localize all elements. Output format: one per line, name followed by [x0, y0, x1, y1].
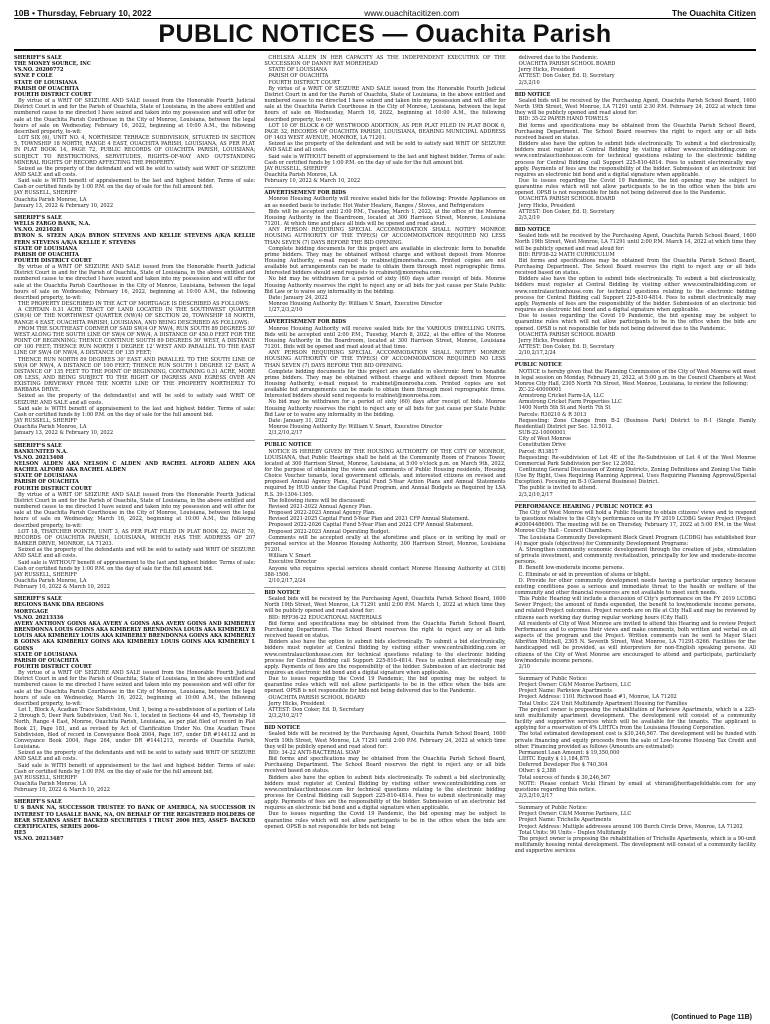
- notice-paragraph: LOT 10 OF BLOCK 6 OF WESTWOOD ADDITION, AS PER PLAT FILED IN PLAT BOOK 6, PAGE 32, RECORDS OF OUACHITA PARISH, LOUISIANA, BEARING MUNICIPAL ADDRESS OF 1403 WEST AVENUE, MONROE, LA 71201.: [264, 122, 506, 142]
- notice-paragraph: Other: $ 2,388: [518, 768, 557, 775]
- notice-paragraph: THENCE RUN NORTH 89 DEGREES 30' EAST AND PARALLEL TO THE SOUTH LINE OF SW/4 OF NW/4, A DISTANCE OF 100 FEET; THENCE RUN SOUTH 1 DEGREE 12' EAST, A DISTANCE OF 135 FEET TO THE POINT OF BEGINNING, CONTAINING 0.31 ACRE, MORE OR LESS, AND BEING SUBJECT TO THE RIGHT OF INGRESS AND EGRESS OVER AN EXISTING DRIVEWAY FROM THE NORTH LINE OF THE PROPERTY NORTHERLY TO BARBARA DRIVE.: [14, 356, 256, 394]
- notice-paragraph: ZC-22-40000001: [518, 386, 562, 393]
- notice-heading-line: NELSON ALDEN AKA NELSON C ALDEN AND RACHEL ALFORD ALDEN AKA RACHEL ALFORD AKA RACHEL ALDEN: [14, 461, 256, 474]
- notice-paragraph: BID: RFP38-22 MATH CURRICULUM: [518, 251, 615, 258]
- notice-paragraph: Said sale is WITH benefit of appraisement to the last and highest bidder. Terms of sale: Cash or certified funds by 1:00 P.M. on the day of sale for the full amount bid.: [14, 405, 256, 418]
- legal-notice: [515, 89, 756, 221]
- notice-paragraph: BID: RFP36-22 EDUCATIONAL MATERIALS: [268, 614, 382, 621]
- notice-paragraph: Project Address: 1101 Richwood Road #1, Monroe, LA 71202: [518, 694, 677, 701]
- notice-paragraph: NOTE: Please contact Vicki Hirani by email at vhirani@heritagefoldable.com for any questions regarding this notice.: [514, 780, 756, 793]
- notice-paragraph: The following items will be discussed:: [268, 497, 366, 504]
- notice-paragraph: PARISH OF OUACHITA: [268, 73, 329, 80]
- notice-paragraph: 2/10,2/17,2/24: [268, 577, 306, 584]
- notice-heading-line: SHERIFF'S SALE: [14, 55, 62, 61]
- notice-paragraph: Sealed bids will be received by the Purchasing Agent, Ouachita Parish School Board, 1600 North 19th Street, West Monroe, LA 71291 until 2:00 P.M. March 1, 2022 at which time they will be publicly opened and read aloud for:: [264, 596, 506, 615]
- notice-paragraph: OUACHITA PARISH SCHOOL BOARD: [268, 694, 366, 701]
- notice-signature-line: February 10, 2022 & March 10, 2022: [14, 787, 110, 794]
- notice-paragraph: The project owner is proposing the rehabilitation of Trichelle Apartments, which is a 90-unit multifamily housing rental development. The development will consist of a community facility and supportive services: [514, 835, 756, 855]
- notice-paragraph: By virtue of a WRIT OF SEIZURE AND SALE issued from the Honorable Fourth Judicial District Court in and for the Parish of Ouachita, State of Louisiana, in the above entitled and numbered cause to me directed I have seized and taken into my possession and will offer for sale at the Ouachita Parish Courthouse in the City of Monroe, Louisiana, between the legal hours of sale on Wednesday, February 16, 2022, beginning at 10:00 A.M., the following described property, to-wit:: [14, 98, 256, 135]
- notice-heading-line: BID NOTICE: [264, 725, 301, 732]
- notice-paragraph: Complete bidding documents for this project are available in electronic form to bonafide prime bidders. They may be obtained without charge and without deposit from Monroe Housing Authority, e-mail request to rcabinet@monroeha.com. Printed copies are not available but arrangements can be made to obtain them through most reprographic firms. Interested bidders should send requests to rcabinet@monroeha.com.: [264, 368, 506, 400]
- notice-paragraph: Date: January 31, 2022: [268, 417, 328, 424]
- notice-paragraph: BID: 35-22 PAPER HAND TOWELS: [518, 116, 609, 123]
- notice-paragraph: Sealed bids will be received by the Purchasing Agent, Ouachita Parish School Board, 1600 North 19th Street, West Monroe, LA 71291 until 2:00 P.M. February 24, 2022 at which time they will be publicly opened and read aloud for:: [264, 731, 506, 750]
- notice-paragraph: Complete bidding documents for this project are available in electronic form to bonafide prime bidders. They may be obtained without charge and without deposit from Monroe Housing Authority, e-mail request to rcabinet@monroeha.com. Printed copies are not available but arrangements can be made to obtain them through most reprographic firms. Interested bidders should send requests to rcabinet@monroeha.com.: [264, 245, 506, 277]
- notice-paragraph: Parcel: R13817: [518, 448, 558, 455]
- notice-paragraph: C. Eliminate or aid in prevention of slums or blight.: [518, 571, 651, 578]
- notice-signature-line: January 13, 2022 & February 10, 2022: [14, 430, 114, 437]
- notice-paragraph: Project Address: Multiple addresses around 106 Burch Circle Drive, Monroe, LA 71202: [518, 823, 743, 830]
- notice-heading-line: HE5: [14, 830, 27, 837]
- notice-paragraph: Bidders also have the option to submit bids electronically. To submit a bid electronically, bidders must register at Central Bidding by visiting either www.centralbidding.com or www.centralauctionhouse.com for technical questions relating to the electronic bidding process for Central Bidding call Support 225-810-4814. Fees to submit electronically may apply. Payments of fees are the responsibility of the bidder. Submission of an electronic bid requires an electronic bid bond and a digital signature when applicable.: [264, 639, 506, 676]
- notice-paragraph: Requesting: Re-subdivision of Lot 4E of the Re-Subdivision of Lot 4 of the West Monroe Commercial Park Subdivision per Sec 12.2002.: [514, 454, 756, 467]
- notice-paragraph: By virtue of a WRIT OF SEIZURE AND SALE issued from the Honorable Fourth Judicial District Court in and for the Parish of Ouachita, State of Louisiana, in the above entitled and numbered cause to me directed I have seized and taken into my possession and will offer for sale at the Ouachita Parish Courthouse in the City of Monroe, Louisiana, between the legal hours of sale on Wednesday, March 16, 2022, beginning at 10:00 A.M., the following described property, to-wit:: [14, 491, 256, 529]
- notice-paragraph: NOTICE IS HEREBY GIVEN BY THE HOUSING AUTHORITY OF THE CITY OF MONROE, LOUISIANA, that Public Hearings shall be held at the Community Room of Frances Tower, located at 300 Harrison Street, Monroe, Louisiana, at 5:00 o'clock p.m. on March 9th, 2022, for the purpose of obtaining the views and comments of Public Housing residents, Housing Choice Voucher tenants, local government officials, and interested citizens on revised and proposed Annual Agency Plans, Capital Fund 5-Year Action Plans and Annual Statements required by HUD under the Capital Fund Program, and Annual Budgets as Required by LSA R.S. 39-1304-1305.: [264, 448, 506, 498]
- notice-paragraph: Summary of Public Notice:: [518, 676, 588, 682]
- notice-paragraph: This Public Hearing will include a discussion of City's performance on the FY 2019 LCDBG Sewer Project; the amount of funds expended, the benefit to low/moderate income persons, and related Project outcomes. Project records are on file at City Hall and may be reviewed by citizens each working day during regular working hours (City Hall).: [514, 596, 756, 621]
- notice-paragraph: Constitution Drive: [518, 442, 566, 449]
- notice-paragraph: Project Owner: C&M Monroe Partners, LLC: [518, 811, 632, 818]
- notice-paragraph: Said sale is WITHOUT benefit of appraisement to the last and highest bidder. Terms of sale: Cash or certified funds by 1:00 P.M. on the day of sale for the full amount bid.: [14, 559, 256, 572]
- notice-heading-line: PARISH OF OUACHITA: [14, 251, 79, 258]
- notice-paragraph: FROM THE SOUTHEAST CORNER OF SAID SW/4 OF NW/4, RUN SOUTH 89 DEGREES 30' WEST ALONG THE SOUTH LINE OF SW/4 OF NW/4, A DISTANCE OF 450.0 FEET FOR THE POINT OF BEGINNING; THENCE CONTINUE SOUTH 89 DEGREES 30' WEST, A DISTANCE OF 100 FEET; THENCE RUN NORTH 1 DEGREE 12' WEST AND PARALLEL TO THE EAST LINE OF SW/4 OF NW/4, A DISTANCE OF 135 FEET;: [14, 325, 256, 357]
- notice-paragraph: City of West Monroe: [518, 436, 572, 443]
- notice-signature-line: February 10, 2022 & March 10, 2022: [264, 178, 361, 185]
- legal-notice: [264, 722, 505, 830]
- notice-heading-line: PUBLIC NOTICE: [514, 362, 562, 369]
- legal-notice: [515, 802, 756, 854]
- notice-paragraph: Due to issues regarding the Covid 19 Pandemic, the bid opening may be subject to quarantine rules which will not allow participants to be in the office when the bids are opened. OPSB is not responsible for bids not being delivered due to the Pandemic.: [514, 313, 756, 332]
- notice-signature-line: JAY RUSSELL, SHERIFF: [14, 774, 78, 781]
- legal-notice: [14, 593, 255, 793]
- notice-signature-line: February 10, 2022 & March 10, 2022: [14, 584, 110, 591]
- notice-paragraph: Monroe Housing Authority By: William V. Smart, Executive Director: [268, 424, 443, 431]
- site-url: www.ouachitacitizen.com: [364, 8, 460, 18]
- notice-paragraph: Total sources of funds $ 30,246,567: [518, 774, 611, 781]
- notice-paragraph: Requesting: Zone Change from B-2 (Business Park) District to R-1 (Single Family Residential) District per Sec. 12.5012.: [514, 417, 756, 430]
- notice-paragraph: Armstrong Cricket Farm-LA, LLC: [518, 393, 604, 400]
- notice-paragraph: Continuing General Discussion of Zoning Districts, Zoning Definitions and Zoning Use Table (Use By Right, Uses Requiring Planning Approval, Uses Requiring Planning Approval/Special Exception). Focusing on B-3 (General Business) District.: [514, 467, 756, 486]
- legal-notice: [14, 440, 255, 591]
- notice-signature-line: Ouachita Parish Monroe, LA: [14, 424, 87, 431]
- notice-paragraph: Seized as the property of the defendant(s) and will be sold to satisfy said WRIT OF SEIZURE AND SALE and all costs.: [14, 393, 256, 406]
- notice-signature-line: JAY RUSSELL, SHERIFF: [14, 571, 78, 578]
- notice-heading-line: PARISH OF OUACHITA: [14, 479, 79, 486]
- notice-heading-line: VS.NO. 20213408: [14, 454, 64, 461]
- notice-paragraph: LOT SIX (6), UNIT NO. 4, NORTHSIDE TERRACE SUBDIVISION, SITUATED IN SECTION 5, TOWNSHIP 18 NORTH, RANGE 4 EAST, OUACHITA PARISH, LOUISIANA, AS PER PLAT IN PLAT BOOK 14, PAGE 72, PUBLIC RECORDS OF OUACHITA PARISH, LOUISIANA; SUBJECT TO RESTRICTIONS, SERVITUDES, RIGHTS-OF-WAY AND OUTSTANDING MINERAL RIGHTS OF RECORD AFFECTING THE PROPERTY.: [14, 135, 256, 166]
- notice-paragraph: Bid forms and specifications may be obtained from the Ouachita Parish School Board, Purchasing Department. The School Board reserves the right to reject any or all bids received based on status.: [514, 257, 756, 277]
- notice-heading-line: SHERIFF'S SALE: [14, 214, 62, 221]
- notice-paragraph: The total estimated development cost is $30,246,567. The development will be funded with private financing and equity proceeds from the sale of Low-Income Housing Tax Credit and other. Financing provided as follows (Amounts are estimated):: [514, 731, 756, 750]
- notice-heading-line: STATE OF LOUISIANA: [14, 473, 78, 480]
- notice-paragraph: Project Name: Trichelle Apartments: [518, 817, 612, 824]
- notice-paragraph: 2/3,2/10,2/17: [268, 713, 303, 720]
- section-title: PUBLIC NOTICES — Ouachita Parish: [14, 19, 756, 51]
- notice-paragraph: The public is invited to attend.: [518, 485, 598, 492]
- notice-heading-line: WELLS FARGO BANK, N.A.: [14, 221, 91, 228]
- notice-paragraph: Date: January 24, 2022: [268, 294, 328, 301]
- notice-paragraph: Bidders also have the option to submit bids electronically. To submit a bid electronically, bidders must register at Central Bidding by visiting either www.centralbidding.com or www.centralauctionhouse.com for technical questions relating to the electronic bidding process for Central Bidding call Support 225-810-4814. Fees to submit electronically may apply. Payments of fees are the responsibility of the bidder. Submission of an electronic bid requires an electronic bid bond and a digital signature when applicable.: [514, 276, 756, 314]
- legal-notice: [264, 187, 505, 313]
- notice-paragraph: Seized as the property of the defendant and will be sold to satisfy said WRIT OF SEIZURE AND SALE and all costs.: [264, 141, 506, 154]
- legal-notice: [264, 587, 505, 719]
- notice-paragraph: Armstrong Cricket Farm Properties LLC: [518, 399, 622, 406]
- notice-heading-line: SHERIFF'S SALE: [14, 799, 62, 806]
- paper-name: The Ouachita Citizen: [671, 8, 756, 18]
- notice-paragraph: Bids will be accepted until 2:00 P.M., Tuesday, March 1, 2022, at the office of the Monroe Housing Authority in the Boardroom, located at 300 Harrison Street, Monroe, Louisiana 71201. At which time and place all bids will be opened and read aloud.: [264, 208, 506, 228]
- notice-heading-line: SYNE F COLE: [14, 73, 53, 80]
- notice-paragraph: Seized as the property of the defendant and will be sold to satisfy said WRIT OF SEIZURE AND SALE and all costs.: [14, 165, 256, 178]
- notice-paragraph: SUB-22-10000001: [518, 430, 566, 437]
- notice-paragraph: A. Strengthen community economic development through the creation of jobs, stimulation of private investment, and community revitalization, principally for low and moderate-income persons.: [514, 546, 756, 566]
- notice-paragraph: Jerry Hicks, President: [518, 202, 576, 209]
- notice-paragraph: Revised 2021-2022 Annual Agency Plan.: [268, 503, 372, 510]
- notice-paragraph: By virtue of a WRIT OF SEIZURE AND SALE issued from the Honorable Fourth Judicial District Court in and for the Parish of Ouachita, State of Louisiana, in the above entitled and numbered cause to me directed I have seized and taken into my possession and will offer for sale at the Ouachita Parish Courthouse in the City of Monroe, Louisiana, between the legal hours of sale on Wednesday, March 16, 2022, beginning at 10:00 A.M., the following described property, to-wit:: [264, 85, 506, 123]
- notice-signature-line: Ouachita Parish Monroe, LA: [14, 577, 87, 584]
- notice-heading-line: VS.NO. 20200772: [14, 67, 64, 74]
- notice-paragraph: Monroe Housing Authority will receive sealed bids for the following: Provide Appliances on an as needed basis to include: Hot Water Heaters, Ranges / Stoves, and Refrigerators: [264, 196, 506, 209]
- notice-signature-line: JAY RUSSELL, SHERIFF: [14, 418, 78, 425]
- notice-paragraph: CHELSEA ALLEN IN HER CAPACITY AS THE INDEPENDENT EXECUTRIX OF THE SUCCESSION OF DANNY RAY MOREHEAD: [264, 55, 506, 68]
- notice-paragraph: Seized as the property of the defendants and will be sold to satisfy said WRIT OF SEIZURE AND SALE and all costs.: [14, 750, 256, 763]
- notice-paragraph: 2/3,2/10: [518, 79, 540, 86]
- column-1: [14, 55, 255, 1013]
- notice-paragraph: ATTEST: Don Coker, Ed. D, Secretary: [518, 73, 615, 80]
- notice-paragraph: 2/10: [518, 663, 530, 670]
- notice-paragraph: Bid forms and specifications may be obtained from the Ouachita Parish School Board, Purchasing Department. The School Board reserves the right to reject any or all bids received based on status.: [514, 122, 756, 141]
- notice-paragraph: Bidders also have the option to submit bids electronically. To submit a bid electronically, bidders must register at Central Bidding by visiting either www.centralbidding.com or www.centralauctionhouse.com for technical questions relating to the electronic bidding process for Central Bidding call Support 225-810-4814. Fees to submit electronically may apply. Payments of fees are the responsibility of the bidder. Submission of an electronic bid requires an electronic bid bond and a digital signature when applicable.: [514, 141, 756, 178]
- notice-paragraph: All residents of City of West Monroe are invited to attend this Hearing and to review Project Performance and to express their views and make comments, both written and verbal on all aspects of the program and the Project. Written comments can be sent to Mayor Staci Albritton Mitchell, 2305 N. Seventh Street, West Monroe, LA 71291-5266. Facilities for the handicapped will be provided, as will interpreters for non-English speaking persons. All citizens of the City of West Monroe are encouraged to attend and participate, particularly low/moderate income persons.: [514, 620, 756, 664]
- notice-heading-line: U S BANK NA, SUCCESSOR TRUSTEE TO BANK OF AMERICA, NA SUCCESSOR IN INTEREST TO LASALLE BANK, NA, ON BEHALF OF THE REGISTERED HOLDERS OF BEAR STEARNS ASSET BACKED SECURITIES I TRUST 2006 HE5, ASSET- BACKED CERTIFICATES, SERIES 2006-: [14, 805, 256, 830]
- notice-heading-line: STATE OF LOUISIANA: [14, 651, 78, 658]
- legal-notice: [515, 501, 756, 670]
- notice-paragraph: B. Benefit low-moderate income persons.: [518, 565, 625, 572]
- notice-paragraph: Seized as the property of the defendants and will be sold to satisfy said WRIT OF SEIZURE AND SALE and all costs.: [14, 547, 256, 560]
- notice-paragraph: Executive Director: [268, 559, 317, 566]
- notice-heading-line: SHERIFF'S SALE: [14, 442, 62, 449]
- notice-heading-line: STATE OF LOUISIANA: [14, 79, 78, 86]
- notice-paragraph: The project owner is proposing the rehabilitation of Parkview Apartments, which is a 225-unit multifamily apartment development. The development will consist of a community facility and supportive services which will be available for the tenants. The applicant is applying for a reservation of 4% LIHTCs from the Louisiana Housing Corporation.: [514, 706, 756, 732]
- notice-paragraph: Due to issues regarding the Covid 19 Pandemic, the bid opening may be subject to quarantine rules which will not allow participants to be in the office when the bids are opened. OPSB is not responsible for bids not being delivered due to the Pandemic.: [514, 177, 756, 197]
- notice-heading-line: BID NOTICE: [264, 589, 301, 596]
- notice-heading-line: BID NOTICE: [514, 91, 551, 98]
- notice-signature-line: Ouachita Parish Monroe, LA: [264, 171, 337, 178]
- notice-heading-line: SHERIFF'S SALE: [14, 596, 62, 603]
- continued-note: (Continued to Page 11B): [671, 1014, 752, 1021]
- notice-paragraph: NOTICE is hereby given that the Planning Commission of the City of West Monroe will meet in legal session on Monday, February 21, 2022, at 5:00 p.m. in the Council Chambers at West Monroe City Hall, 2305 North 7th Street, West Monroe, Louisiana, to review the following:: [514, 368, 756, 387]
- legal-notice: [515, 224, 756, 356]
- notice-paragraph: D. Provide for other community development needs having a particular urgency because existing conditions pose a serious and immediate threat to the health or welfare of the community and other financial resources are not available to meet such needs.: [514, 577, 756, 596]
- notice-heading-line: FOURTH DISTRICT COURT: [14, 258, 92, 264]
- notice-heading-line: PARISH OF OUACHITA: [14, 657, 79, 664]
- page-date: 10B • Thursday, February 10, 2022: [14, 8, 152, 18]
- notice-paragraph: William V. Smart: [268, 553, 311, 560]
- notice-paragraph: 2/3,2/10,2/17: [518, 491, 553, 498]
- notice-paragraph: No bid may be withdrawn for a period of sixty (60) days after receipt of bids. Monroe Housing Authority reserves the right to reject any or all bids for just cause per State Public Bid Law or to waive any informality in the bidding.: [264, 276, 506, 295]
- notice-paragraph: Said sale is WITHOUT benefit of appraisement to the last and highest bidder. Terms of sale: Cash or certified funds by 1:00 P.M. on the day of sale for the full amount bid.: [264, 153, 506, 166]
- notice-paragraph: STATE OF LOUISIANA: [268, 67, 328, 74]
- notice-paragraph: 2/3,2/10,2/17: [518, 792, 553, 799]
- notice-paragraph: Project Owner: C&M Monroe Partners, LLC: [518, 682, 632, 689]
- notice-paragraph: The City of West Monroe will hold a Public Hearing to obtain citizens' views and to respond to questions relative to the City's performance on its FY 2019 LCDBG Sewer Project (Project #2000448690). The meeting will be on Thursday, February 17, 2022 at 5:00 P.M. in the West Monroe City Hall - Council Chambers.: [514, 509, 756, 535]
- notice-heading-line: STATE OF LOUISIANA: [14, 245, 78, 252]
- notice-paragraph: Bidders also have the option to submit bids electronically. To submit a bid electronically, bidders must register at Central Bidding by visiting either www.centralbidding.com or www.centralauctionhouse.com for technical questions relating to the electronic bidding process for Central Bidding call Support 225-810-4814. Fees to submit electronically may apply. Payments of fees are the responsibility of the bidder. Submission of an electronic bid requires an electronic bid bond and a digital signature when applicable.: [264, 774, 506, 812]
- notice-heading-line: FOURTH DISTRICT COURT: [14, 91, 92, 98]
- notice-paragraph: Due to issues regarding the Covid 19 Pandemic, the bid opening may be subject to quarantine rules which will not allow participants to be in the office when the bids are opened. OPSB is not responsible for bids not being: [264, 811, 506, 830]
- notice-paragraph: By virtue of a WRIT OF SEIZURE AND SALE issued from the Honorable Fourth Judicial District Court in and for the Parish of Ouachita, State of Louisiana, in the above entitled and numbered cause to me directed I have seized and taken into my possession and will offer for sale at the Ouachita Parish Courthouse in the City of Monroe, Louisiana, between the legal hours of sale on Wednesday, February 16, 2022, beginning at 10:00 A.M., the following described property, to-wit:: [14, 264, 256, 301]
- notice-paragraph: Jerry Hicks, President: [268, 700, 325, 707]
- notice-heading-line: VS.NO. 20213336: [14, 614, 64, 621]
- notice-paragraph: Jerry Hicks, President: [518, 337, 576, 344]
- notice-paragraph: BID: 34-22 ANTI-BACTERIAL SOAP: [268, 749, 360, 756]
- notice-paragraph: Proposed 2022-2023 Annual Agency Plan.: [268, 510, 376, 517]
- notice-paragraph: 2/10,2/17,2/24: [518, 350, 556, 357]
- notice-heading-line: BANKUNITED N.A.: [14, 448, 68, 455]
- notice-heading-line: BID NOTICE: [514, 227, 551, 234]
- notice-heading-line: VS.NO. 20213487: [14, 836, 64, 843]
- notice-heading-line: REGIONS BANK DBA REGIONS: [14, 602, 104, 609]
- notice-paragraph: OUACHITA PARISH SCHOOL BOARD: [518, 196, 616, 203]
- notice-paragraph: OUACHITA PARISH SCHOOL BOARD: [518, 61, 616, 68]
- notice-columns: [14, 55, 756, 1013]
- column-2: [264, 55, 505, 1013]
- notice-signature-line: January 13, 2022 & February 10, 2022: [14, 202, 114, 209]
- notice-heading-line: ADVERTISEMENT FOR BIDS: [264, 190, 347, 197]
- column-3: [515, 55, 756, 1013]
- notice-paragraph: Total Units: 90 Units – Duplex Multifamily: [518, 829, 627, 836]
- notice-paragraph: No bid may be withdrawn for a period of sixty (60) days after receipt of bids. Monroe Housing Authority reserves the right to reject any or all bids for just cause per State Public Bid Law or to waive any informality in the bidding.: [264, 399, 506, 418]
- notice-signature-line: JAY RUSSELL, SHERIFF: [14, 190, 78, 197]
- notice-heading-line: AVERY ANTHONY GOINS AKA AVERY A GOINS AKA AVERY GOINS AND KIMBERLY BRENDONNA LOUIS GOINS AKA KIMBERLY BRENDONNA LOUIS AKA KIMBERLY B LOUIS AKA KIMBERLY LOUIS AKA KIMBERLY BRENDONNA GOINS AKA KIMBERLY B GOINS AKA KIMBERLY GOINS AKA KIMBERLY LOUIS GOINS AKA KIMBERLY L GOINS: [14, 620, 256, 652]
- notice-paragraph: LOT 18, THATCHER POINTE, UNIT 3, AS PER PLAT FILED IN PLAT BOOK 22, PAGE 70, RECORDS OF OUACHITA PARISH, LOUISIANA, WHICH HAS THE ADDRESS OF 207 BARKER DRIVE, MONROE, LA 71203.: [14, 528, 256, 548]
- notice-paragraph: Monroe Housing Authority By: William V. Smart, Executive Director: [268, 301, 443, 308]
- notice-paragraph: 2/3,2/10,2/17: [268, 430, 303, 437]
- notice-paragraph: LIHTC Equity $ 11,184,875: [518, 756, 590, 763]
- notice-paragraph: Due to issues regarding the Covid 19 Pandemic, the bid opening may be subject to quarantine rules which will not allow participants to be in the office when the bids are opened. OPSB is not responsible for bids not being delivered due to the Pandemic.: [264, 676, 506, 695]
- notice-paragraph: ANY PERSON REQUIRING SPECIAL ACCOMMODATION SHALL NOTIFY MONROE HOUSING AUTHORITY OF THE TYPE(S) OF ACCOMMODATION REQUIRED NO LESS THAN SEVEN (7) DAYS BEFORE THE BID OPENING.: [264, 350, 506, 369]
- legal-notice: [515, 673, 756, 799]
- legal-notice: [14, 55, 255, 209]
- notice-signature-line: JAY RUSSELL, SHERIFF: [264, 165, 328, 172]
- notice-paragraph: The Louisiana Community Development Block Grant Program (LCDBG) has established four (4) major goals (objectives) for Community Development Programs:: [514, 534, 756, 547]
- legal-notice: [264, 439, 505, 584]
- notice-paragraph: 1/27,2/3,2/10: [268, 307, 303, 314]
- notice-heading-line: BYRON S. STEEN A/K/A BYRON STEVENS AND KELLIE STEVENS A/K/A KELLIE FERN STEVENS A/K/A KELLIE F. STEVENS: [14, 233, 256, 246]
- notice-paragraph: 1400 North 5th St and North 7th St: [518, 405, 611, 412]
- notice-heading-line: PUBLIC NOTICE: [264, 442, 312, 449]
- notice-paragraph: Comments will be accepted orally at the aforetime and place or in writing by mail or personal service at the Monroe Housing Authority, 300 Harrison Street, Monroe, Louisiana 71201.: [264, 534, 506, 554]
- notice-paragraph: Total Units: 224 Unit Multifamily Apartment Housing for Families: [518, 700, 688, 707]
- notice-paragraph: FOURTH DISTRICT COURT: [268, 79, 341, 86]
- notice-paragraph: Permanent Loan Amount: $ 19,350,000: [518, 749, 620, 756]
- notice-paragraph: OUACHITA PARISH SCHOOL BOARD: [518, 331, 616, 338]
- notice-paragraph: ATTEST: Don Coker, Ed. D, Secretary: [268, 706, 365, 713]
- notice-paragraph: Said sale is WITH benefit of appraisement to the last and highest bidder. Terms of sale: Cash or certified funds by 1:00 P.M. on the day of sale for the full amount bid.: [14, 178, 256, 191]
- notice-heading-line: VS.NO. 20210281: [14, 227, 64, 234]
- notice-paragraph: Monroe Housing Authority will receive sealed bids for the VARIOUS DWELLING UNITS. Bids will be accepted until 2:00 P.M., Tuesday, March 8, 2022, at the office of the Monroe Housing Authority in the Boardroom, located at 300 Harrison Street, Monroe, Louisiana 71201. Bids will be opened and read aloud at that time.: [264, 325, 506, 351]
- notice-signature-line: Ouachita Parish Monroe, LA: [14, 780, 87, 787]
- notice-paragraph: Jerry Hicks, President: [518, 67, 576, 74]
- notice-paragraph: Summary of Public Notice:: [518, 805, 588, 812]
- notice-paragraph: Parcels: R30210 & R 3013: [518, 411, 587, 418]
- notice-paragraph: delivered due to the Pandemic.: [518, 55, 599, 61]
- notice-paragraph: A CERTAIN 0.31 ACRE TRACT OF LAND LOCATED IN THE SOUTHWEST QUARTER (SW/4) OF THE NORTHWEST QUARTER (NW/4) OF SECTION 20, TOWNSHIP 18 NORTH, RANGE 4 EAST, OUACHITA PARISH, LOUISIANA, AND BEING DESCRIBED AS FOLLOWS:: [14, 307, 256, 326]
- legal-notice: [264, 55, 505, 184]
- notice-paragraph: Anyone who requires special services should contact Monroe Housing Authority at (318) 388-1500.: [264, 565, 506, 578]
- notice-paragraph: Proposed 2022-2023 Annual Operating Budget.: [268, 528, 391, 535]
- notice-heading-line: FOURTH DISTRICT COURT: [14, 664, 92, 670]
- notice-paragraph: Revised 2021-2025 Capital Fund 5-Year Plan and 2021 CFP Annual Statement.: [268, 516, 470, 523]
- notice-heading-line: PERFORMANCE HEARING / PUBLIC NOTICE #3: [514, 503, 653, 510]
- notice-paragraph: Sealed bids will be received by the Purchasing Agent, Ouachita Parish School Board, 1600 North 19th Street, West Monroe, LA 71291 until 2:30 P.M. February 24, 2022 at which time they will be publicly opened and read aloud for:: [514, 97, 756, 117]
- notice-paragraph: ATTEST: Don Coker, Ed. D, Secretary: [518, 208, 615, 215]
- notice-paragraph: ANY PERSON REQUIRING SPECIAL ACCOMMODATION SHALL NOTIFY MONROE HOUSING AUTHORITY OF THE TYPE(S) OF ACCOMMODATION REQUIRED NO LESS THAN SEVEN (7) DAYS BEFORE THE BID OPENING.: [264, 227, 506, 246]
- running-header: [14, 0, 756, 19]
- notice-paragraph: THE PROPERTY DESCRIBED IN THE ACT OF MORTGAGE IS DESCRIBED AS FOLLOWS:: [18, 301, 251, 308]
- notice-paragraph: Lot 1, Block A, Acadian Trace Subdivision, Unit 1, being a re-subdivision of a portion of Lots 2 through 5, Deer Park Subdivision, Unit No. 1, located in Sections 44 and 45, Township 18 North, Range 4 East, Monroe, Ouachita Parish, Louisiana, as per plat filed of record in Plat Book 21, Page 181, and as revised by Act of Clarification Under No. One Acadian Trace Subdivision, filed of record in Conveyance Book 2004, Page 167, under DR #144132 and in Conveyance Book 2004, Page 264, under DR #1441213, records of Ouachita Parish, Louisiana.: [14, 707, 256, 751]
- notice-paragraph: Bid forms and specifications may be obtained from the Ouachita Parish School Board, Purchasing Department. The School Board reserves the right to reject any or all bids received based on status.: [264, 620, 506, 640]
- legal-notice: [515, 359, 756, 497]
- notice-paragraph: 2/3,2/10: [518, 214, 540, 221]
- notice-paragraph: Sealed bids will be received by the Purchasing Agent, Ouachita Parish School Board, 1600 North 19th Street, West Monroe, LA 71291 until 2:00 P.M. March 14, 2022 at which time they will be publicly opened and read aloud for:: [514, 233, 756, 252]
- legal-notice: [14, 212, 255, 437]
- notice-signature-line: Ouachita Parish Monroe, LA: [14, 196, 87, 203]
- notice-paragraph: Bid forms and specifications may be obtained from the Ouachita Parish School Board, Purchasing Department. The School Board reserves the right to reject any or all bids received based on status.: [264, 756, 506, 775]
- notice-heading-line: PARISH OF OUACHITA: [14, 85, 79, 92]
- notice-heading-line: ADVERTISEMENT FOR BIDS: [264, 319, 347, 326]
- notice-paragraph: Deferred Developer Fee $ 740,304: [518, 762, 608, 769]
- notice-paragraph: ATTEST: Don Coker, Ed. D, Secretary: [518, 344, 615, 351]
- notice-heading-line: FOURTH DISTRICT COURT: [14, 485, 92, 492]
- legal-notice: [264, 316, 505, 436]
- legal-notice: [14, 796, 255, 842]
- notice-heading-line: MORTGAGE: [14, 608, 49, 615]
- notice-paragraph: By virtue of a WRIT OF SEIZURE AND SALE issued from the Honorable Fourth Judicial District Court in and for the Parish of Ouachita, State of Louisiana, in the above entitled and numbered cause to me directed I have seized and taken into my possession and will offer for sale at the Ouachita Parish Courthouse in the City of Monroe, Louisiana, between the legal hours of sale on Wednesday, March 16, 2022, beginning at 10:00 A.M., the following described property, to-wit:: [14, 670, 256, 707]
- notice-paragraph: Said sale is WITH benefit of appraisement to the last and highest bidder. Terms of sale: Cash or certified funds by 1:00 P.M. on the day of sale for the full amount bid.: [14, 762, 256, 775]
- notice-heading-line: THE MONEY SOURCE, INC: [14, 61, 91, 68]
- legal-notice: [515, 55, 756, 86]
- notice-paragraph: Proposed 2022-2026 Capital Fund 5-Year Plan and 2022 CFP Annual Statement.: [268, 522, 474, 529]
- notice-paragraph: Project Name: Parkview Apartments: [518, 688, 613, 695]
